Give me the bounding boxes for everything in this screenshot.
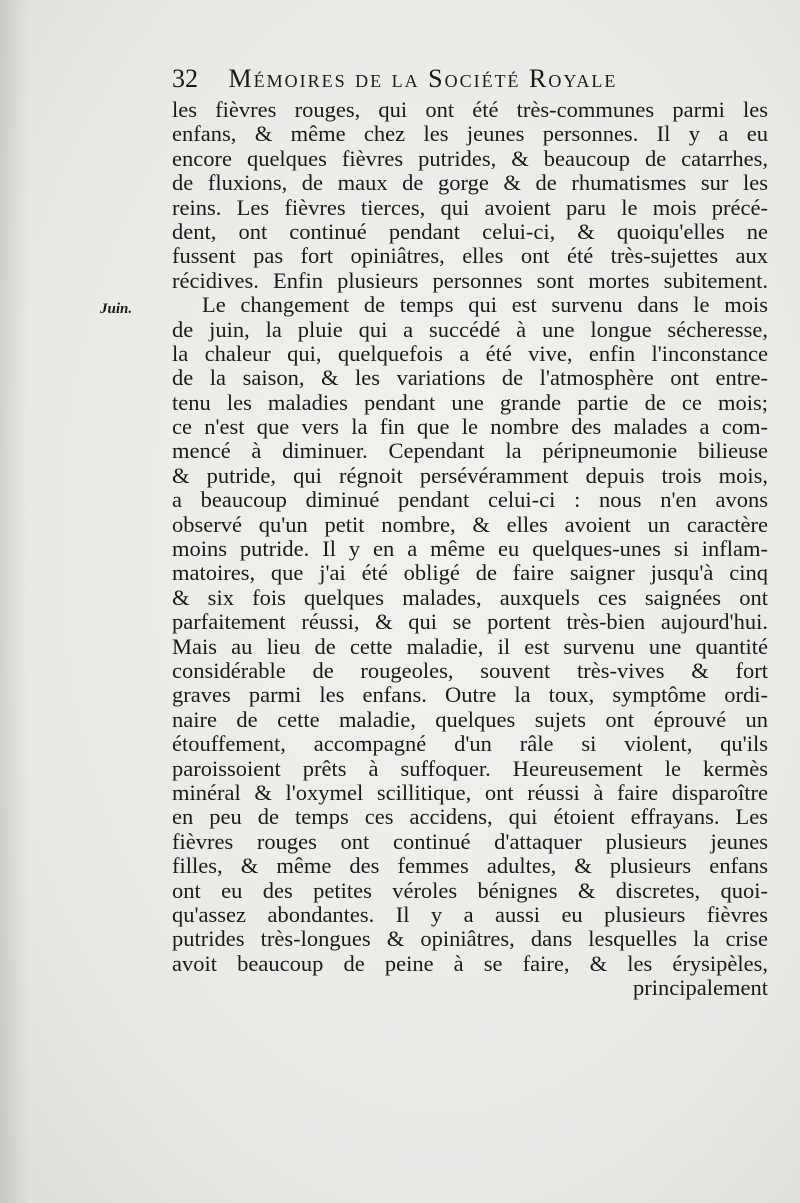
text-line: la chaleur qui, quelquefois a été vive, enfin l'inconstance (172, 340, 768, 366)
binding-shadow (0, 0, 28, 1203)
text-line: de fluxions, de maux de gorge & de rhumatismes sur les (172, 170, 768, 196)
text-line: observé qu'un petit nombre, & elles avoient un caractère (172, 511, 768, 537)
catchword: principalement (633, 975, 768, 1001)
text-line: de la saison, & les variations de l'atmosphère ont entre- (172, 365, 768, 391)
paragraph-start-line: Le changement de temps qui est survenu dans le mois (202, 292, 768, 318)
text-line: considérable de rougeoles, souvent très-vives & fort (172, 657, 768, 683)
text-line: avoit beaucoup de peine à se faire, & les érysipèles, (172, 950, 768, 976)
text-line: graves parmi les enfans. Outre la toux, symptôme ordi- (172, 682, 768, 708)
text-line: tenu les maladies pendant une grande partie de ce mois; (172, 389, 768, 415)
text-line: fièvres rouges ont continué d'attaquer plusieurs jeunes (172, 828, 768, 854)
text-line: moins putride. Il y en a même eu quelques-unes si inflam- (172, 536, 768, 562)
text-line: récidives. Enfin plusieurs personnes sont mortes subitement. (172, 267, 768, 293)
text-line: ont eu des petites véroles bénignes & discretes, quoi- (172, 877, 768, 903)
running-title: Mémoires de la Société Royale (228, 64, 618, 93)
text-line: en peu de temps ces accidens, qui étoient effrayans. Les (172, 804, 768, 830)
text-line: minéral & l'oxymel scillitique, ont réussi à faire disparoître (172, 779, 768, 805)
text-line: reins. Les fièvres tierces, qui avoient paru le mois précé- (172, 194, 768, 220)
text-line: enfans, & même chez les jeunes personnes. Il y a eu (172, 121, 768, 147)
text-line: parfaitement réussi, & qui se portent très-bien aujourd'hui. (172, 609, 768, 635)
text-line: mencé à diminuer. Cependant la péripneumonie bilieuse (172, 438, 768, 464)
text-line: putrides très-longues & opiniâtres, dans lesquelles la crise (172, 926, 768, 952)
text-line: ce n'est que vers la fin que le nombre des malades a com- (172, 414, 768, 440)
text-line: & putride, qui régnoit persévéramment depuis trois mois, (172, 462, 768, 488)
text-line: dent, ont continué pendant celui-ci, & quoiqu'elles ne (172, 218, 768, 244)
text-line: filles, & même des femmes adultes, & plusieurs enfans (172, 853, 768, 879)
text-line: & six fois quelques malades, auxquels ces saignées ont (172, 584, 768, 610)
text-line: fussent pas fort opiniâtres, elles ont été très-sujettes aux (172, 243, 768, 269)
text-line: encore quelques fièvres putrides, & beaucoup de catarrhes, (172, 145, 768, 171)
text-line: les fièvres rouges, qui ont été très-communes parmi les (172, 97, 768, 122)
text-line: paroissoient prêts à suffoquer. Heureusement le kermès (172, 755, 768, 781)
page-header (172, 62, 772, 96)
text-line: qu'assez abondantes. Il y a aussi eu plusieurs fièvres (172, 901, 768, 927)
body-text (172, 98, 768, 1000)
text-line: de juin, la pluie qui a succédé à une longue sécheresse, (172, 316, 768, 342)
text-line: a beaucoup diminué pendant celui-ci : nous n'en avons (172, 487, 768, 513)
text-line: matoires, que j'ai été obligé de faire saigner jusqu'à cinq (172, 560, 768, 586)
page-number: 32 (172, 64, 198, 93)
text-line: Mais au lieu de cette maladie, il est survenu une quantité (172, 633, 768, 659)
margin-note-month: Juin. (100, 301, 133, 317)
text-line: étouffement, accompagné d'un râle si violent, qu'ils (172, 731, 768, 757)
text-line: naire de cette maladie, quelques sujets ont éprouvé un (172, 706, 768, 732)
